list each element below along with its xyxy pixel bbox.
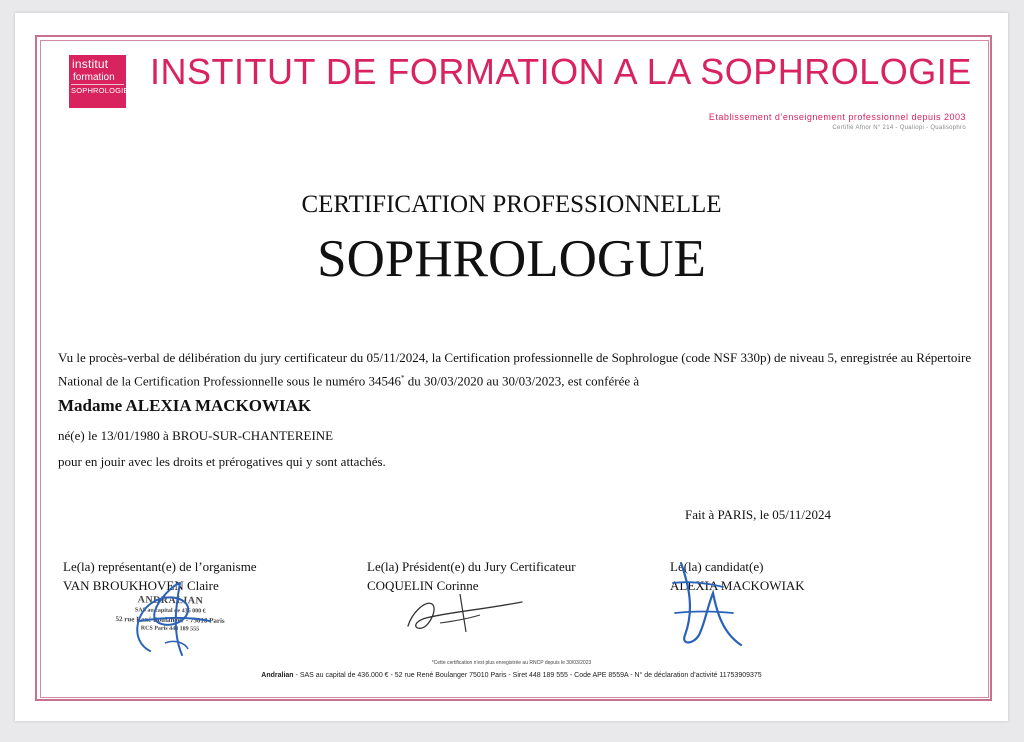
certificate-heading: CERTIFICATION PROFESSIONNELLE — [301, 191, 722, 218]
logo-divider — [71, 84, 124, 85]
certificate-title: SOPHROLOGUE — [317, 230, 706, 288]
recipient-name: Madame ALEXIA MACKOWIAK — [58, 396, 312, 415]
organism-role: Le(la) représentant(e) de l’organisme — [63, 559, 257, 574]
rights-statement: pour en jouir avec les droits et prérogatives qui y sont attachés. — [58, 454, 386, 469]
stamp-capital: SAS au capital de 436 000 € — [134, 607, 206, 615]
company-footer — [15, 672, 1008, 679]
jury-signer: COQUELIN Corinne — [367, 578, 479, 593]
footer-details: - SAS au capital de 436.000 € - 52 rue René Boulanger 75010 Paris - Siret 448 189 555 - Code APE 8559A - N° de déclaration d’activité 11753909375 — [293, 672, 762, 679]
paragraph-part-2: du 30/03/2020 au 30/03/2023, est conférée à — [404, 373, 640, 389]
candidate-role: Le(la) candidat(e) — [670, 559, 764, 574]
stamp-company: ANDRALIAN — [137, 594, 204, 607]
logo-line-3: SOPHROLOGIE — [71, 86, 129, 95]
organism-signer: VAN BROUKHOVEN Claire — [63, 578, 219, 593]
paragraph-footnote-mark: * — [400, 374, 405, 382]
institute-logo — [69, 55, 129, 108]
footnote: *Cette certification n'est plus enregistrée au RNCP depuis le 30/03/2023 — [431, 660, 592, 666]
paragraph-part-1: Vu le procès-verbal de délibération du jury certificateur du 05/11/2024, la Certification professionnelle de Sophrologue (code NSF 330p) de niveau 5, enregistrée au Répertoire National de la Certification Professionnelle sous le numéro 34546 — [58, 350, 972, 389]
jury-role: Le(la) Président(e) du Jury Certificateur — [367, 559, 576, 574]
footer-company: Andralian — [261, 672, 294, 679]
logo-line-2: formation — [73, 72, 115, 83]
place-date: Fait à PARIS, le 05/11/2024 — [685, 507, 832, 522]
logo-line-1: institut — [72, 57, 109, 71]
certificate-sheet — [15, 13, 1008, 721]
certificate-paragraph — [58, 348, 978, 391]
stamp-address: 52 rue René Boulanger - 75010 Paris — [115, 615, 225, 625]
candidate-signer: ALEXIA MACKOWIAK — [670, 578, 805, 593]
birth-info: né(e) le 13/01/1980 à BROU-SUR-CHANTEREINE — [58, 428, 334, 443]
institute-subtitle: Etablissement d’enseignement professionnel depuis 2003 — [708, 112, 966, 122]
organism-signature-icon — [110, 581, 220, 661]
stamp-rcs: RCS Paris 448 189 555 — [140, 625, 200, 633]
jury-signature-icon — [400, 588, 530, 638]
candidate-signature-icon — [663, 553, 753, 653]
institute-title: INSTITUT DE FORMATION A LA SOPHROLOGIE — [150, 51, 972, 92]
institute-certifications: Certifié Afnor N° 214 - Qualiopi - Qualisophro — [832, 125, 966, 131]
